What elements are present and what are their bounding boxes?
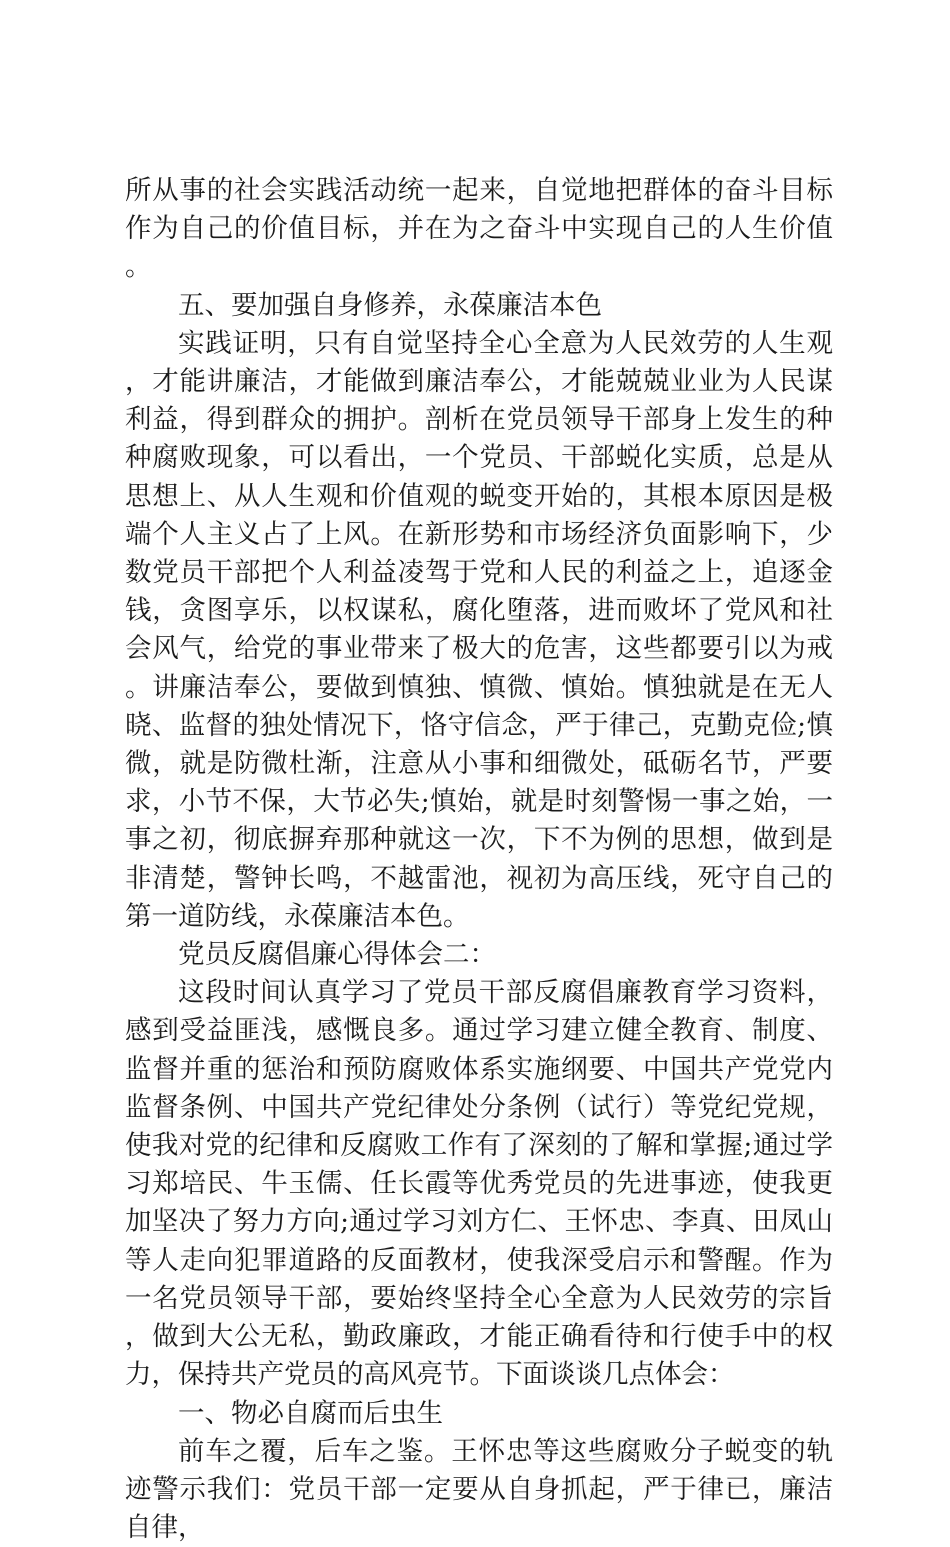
section-heading-5: 五、要加强自身修养，永葆廉洁本色 (178, 289, 602, 321)
paragraph-study: 这段时间认真学习了党员干部反腐倡廉教育学习资料，感到受益匪浅，感慨良多。通过学习建立健全教育、制度、监督并重的惩治和预防腐败体系实施纲要、中国共产党党内监督条例、中国共产党纪律处分条例（试行）等党纪党规，使我对党的纪律和反腐败工作有了深刻的了解和掌握;通过学习郑培民、牛玉儒、任长霞等优秀党员的先进事迹，使我更加坚决了努力方向;通过学习刘方仁、王怀忠、李真、田凤山等人走向犯罪道路的反面教材，使我深受启示和警醒。作为一名党员领导干部，要始终坚持全心全意为人民效劳的宗旨，做到大公无私，勤政廉政，才能正确看待和行使手中的权力，保持共产党员的高风亮节。下面谈谈几点体会： (125, 977, 833, 1391)
section-heading-1: 一、物必自腐而后虫生 (178, 1397, 443, 1429)
document-body (125, 172, 833, 1547)
paragraph-continuation: 所从事的社会实践活动统一起来，自觉地把群体的奋斗目标作为自己的价值目标，并在为之奋斗中实现自己的人生价值。 (125, 175, 833, 283)
article-two-title: 党员反腐倡廉心得体会二： (178, 939, 496, 971)
paragraph-practice: 实践证明，只有自觉坚持全心全意为人民效劳的人生观，才能讲廉洁，才能做到廉洁奉公，才能兢兢业业为人民谋利益，得到群众的拥护。剖析在党员领导干部身上发生的种种腐败现象，可以看出，一个党员、干部蜕化实质，总是从思想上、从人生观和价值观的蜕变开始的，其根本原因是极端个人主义占了上风。在新形势和市场经济负面影响下，少数党员干部把个人利益凌驾于党和人民的利益之上，追逐金钱，贪图享乐，以权谋私，腐化堕落，进而败坏了党风和社会风气，给党的事业带来了极大的危害，这些都要引以为戒。讲廉洁奉公，要做到慎独、慎微、慎始。慎独就是在无人晓、监督的独处情况下，恪守信念，严于律己，克勤克俭;慎微，就是防微杜渐，注意从小事和细微处，砥砺名节，严要求，小节不保，大节必失;慎始，就是时刻警惕一事之始，一事之初，彻底摒弃那种就这一次，下不为例的思想，做到是非清楚，警钟长鸣，不越雷池，视初为高压线，死守自己的第一道防线，永葆廉洁本色。 (125, 327, 833, 932)
paragraph-lesson: 前车之覆，后车之鉴。王怀忠等这些腐败分子蜕变的轨迹警示我们：党员干部一定要从自身抓起，严于律已，廉洁自律， (125, 1435, 833, 1544)
